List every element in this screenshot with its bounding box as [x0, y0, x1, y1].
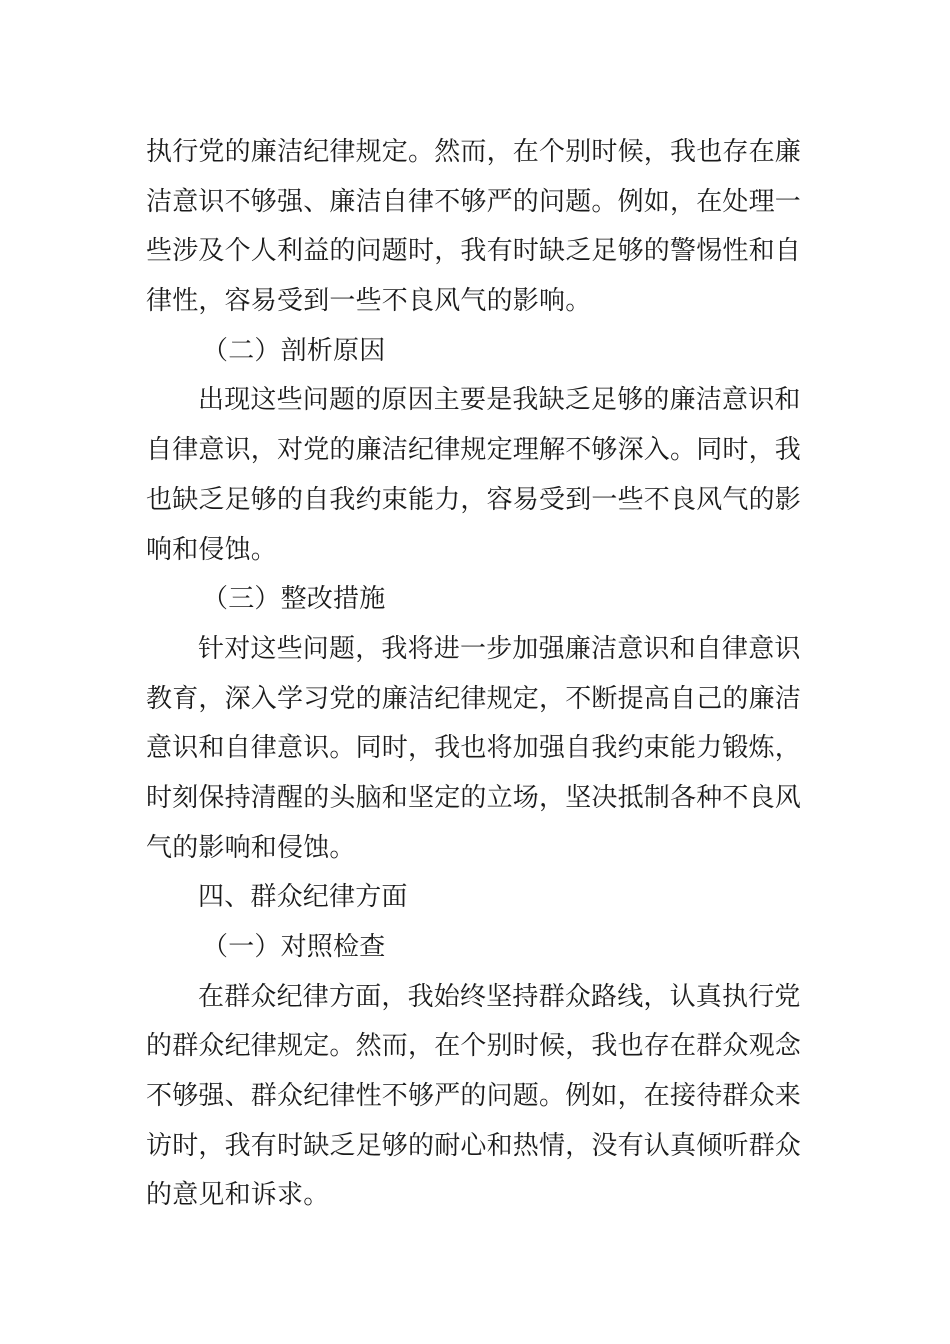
body-text-line: 律性，容易受到一些不良风气的影响。 — [146, 286, 592, 317]
body-text-line: 气的影响和侵蚀。 — [146, 832, 356, 863]
body-text-line: 访时，我有时缺乏足够的耐心和热情，没有认真倾听群众 — [146, 1130, 802, 1161]
body-text-line: 出现这些问题的原因主要是我缺乏足够的廉洁意识和 — [198, 385, 801, 416]
document-body — [146, 128, 806, 1221]
section-heading: 四、群众纪律方面 — [198, 882, 408, 913]
body-text-line: 针对这些问题，我将进一步加强廉洁意识和自律意识 — [198, 633, 801, 664]
body-text-line: 的群众纪律规定。然而，在个别时候，我也存在群众观念 — [146, 1031, 802, 1062]
body-text-line: 教育，深入学习党的廉洁纪律规定，不断提高自己的廉洁 — [146, 683, 802, 714]
subsection-heading: （二）剖析原因 — [202, 335, 386, 366]
body-text-line: 意识和自律意识。同时，我也将加强自我约束能力锻炼， — [146, 733, 802, 764]
body-text-line: 洁意识不够强、廉洁自律不够严的问题。例如，在处理一 — [146, 186, 802, 217]
body-text-line: 执行党的廉洁纪律规定。然而，在个别时候，我也存在廉 — [146, 137, 802, 167]
body-text-line: 也缺乏足够的自我约束能力，容易受到一些不良风气的影 — [146, 484, 802, 515]
body-text-line: 响和侵蚀。 — [146, 534, 278, 565]
body-text-line: 不够强、群众纪律性不够严的问题。例如，在接待群众来 — [146, 1081, 802, 1112]
body-text-line: 在群众纪律方面，我始终坚持群众路线，认真执行党 — [198, 981, 801, 1012]
body-text-line: 的意见和诉求。 — [146, 1180, 330, 1211]
body-text-line: 自律意识，对党的廉洁纪律规定理解不够深入。同时，我 — [146, 435, 802, 466]
body-text-line: 时刻保持清醒的头脑和坚定的立场，坚决抵制各种不良风 — [146, 782, 802, 813]
subsection-heading: （一）对照检查 — [202, 932, 386, 962]
subsection-heading: （三）整改措施 — [202, 584, 386, 615]
body-text-line: 些涉及个人利益的问题时，我有时缺乏足够的警惕性和自 — [146, 236, 802, 267]
